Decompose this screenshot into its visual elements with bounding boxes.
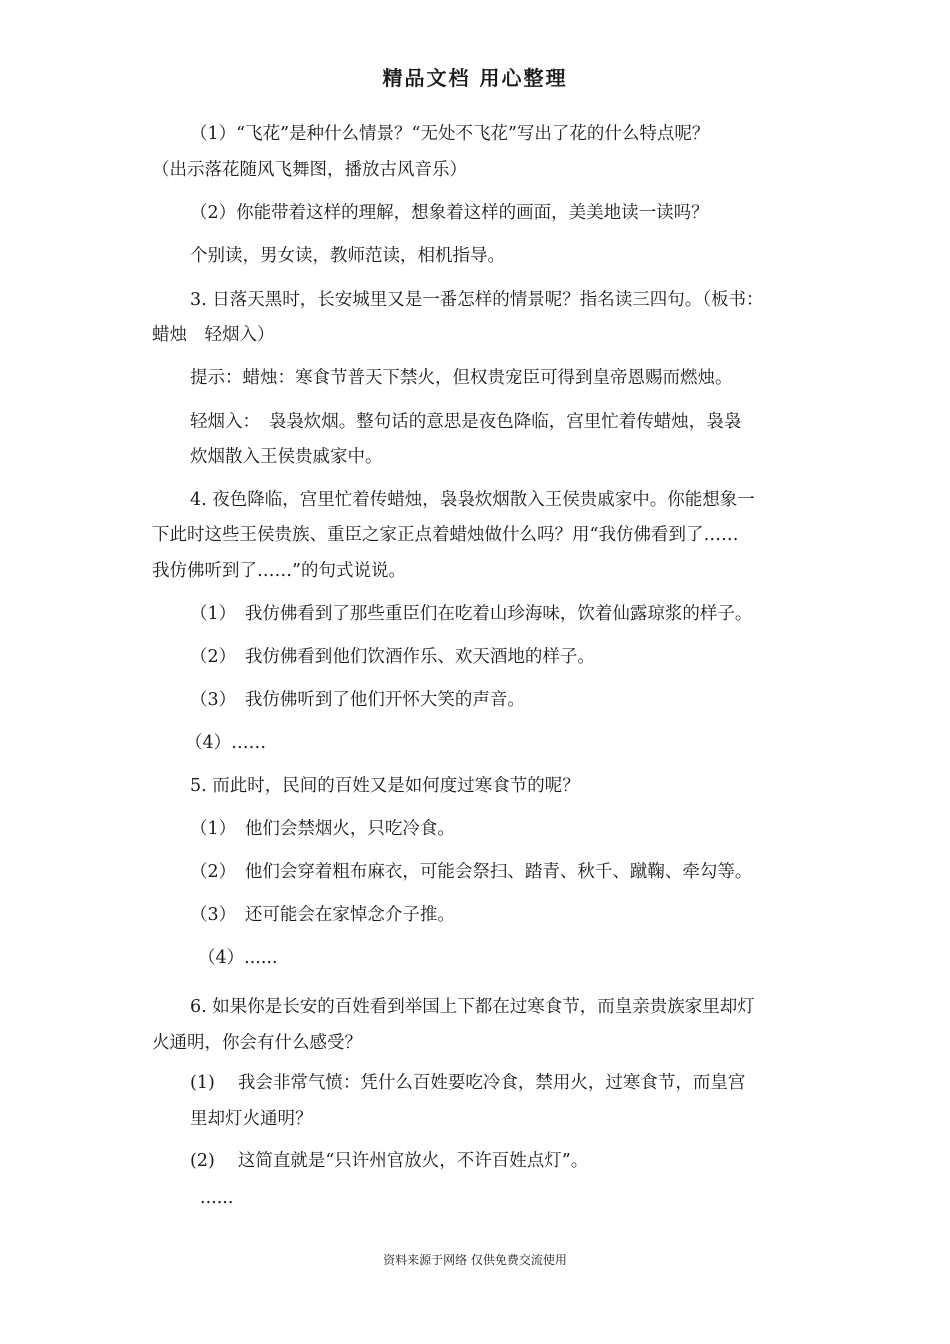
page-footer: 资料来源于网络 仅供免费交流使用 <box>383 1253 567 1267</box>
text-line: （4）...... <box>198 948 278 968</box>
text-line: 火通明，你会有什么感受？ <box>152 1033 362 1053</box>
page-header: 精品文档 用心整理 <box>382 66 568 90</box>
text-line: （1） 我仿佛看到了那些重臣们在吃着山珍海味，饮着仙露琼浆的样子。 <box>190 604 753 624</box>
text-line: 里却灯火通明？ <box>190 1109 313 1129</box>
text-line: 5. 而此时，民间的百姓又是如何度过寒食节的呢？ <box>190 776 580 796</box>
text-line: 4. 夜色降临，宫里忙着传蜡烛，袅袅炊烟散入王侯贵戚家中。你能想象一 <box>190 490 755 510</box>
text-line: （1） 他们会禁烟火，只吃冷食。 <box>190 819 455 839</box>
text-line: 蜡烛 轻烟入） <box>152 325 275 345</box>
text-line: 下此时这些王侯贵族、重臣之家正点着蜡烛做什么吗？用“我仿佛看到了…… <box>152 525 739 545</box>
text-line: 我仿佛听到了……”的句式说说。 <box>152 561 406 581</box>
text-line: 炊烟散入王侯贵戚家中。 <box>190 447 383 467</box>
text-line: （2）你能带着这样的理解，想象着这样的画面，美美地读一读吗？ <box>190 203 709 223</box>
text-line: （3） 还可能会在家悼念介子推。 <box>190 905 455 925</box>
text-line: （出示落花随风飞舞图，播放古风音乐） <box>152 160 467 180</box>
text-line: （2） 我仿佛看到他们饮酒作乐、欢天酒地的样子。 <box>190 647 595 667</box>
text-line: （1）“飞花”是种什么情景？“无处不飞花”写出了花的什么特点呢？ <box>190 124 710 144</box>
text-line: 3. 日落天黑时，长安城里又是一番怎样的情景呢？指名读三四句。（板书： <box>190 290 764 310</box>
text-line: (2) 这简直就是“只许州官放火，不许百姓点灯”。 <box>190 1151 589 1171</box>
text-line: 轻烟入： 袅袅炊烟。整句话的意思是夜色降临，宫里忙着传蜡烛，袅袅 <box>190 412 742 432</box>
text-line: (1) 我会非常气愤：凭什么百姓要吃冷食，禁用火，过寒食节，而皇宫 <box>190 1073 746 1093</box>
text-line: （2） 他们会穿着粗布麻衣，可能会祭扫、踏青、秋千、蹴鞠、牵勾等。 <box>190 862 753 882</box>
text-line: （4）…… <box>185 733 267 753</box>
text-line: 提示：蜡烛：寒食节普天下禁火，但权贵宠臣可得到皇帝恩赐而燃烛。 <box>190 368 733 388</box>
text-line: 6. 如果你是长安的百姓看到举国上下都在过寒食节，而皇亲贵族家里却灯 <box>190 997 755 1017</box>
text-line: 个别读，男女读，教师范读，相机指导。 <box>190 246 505 266</box>
text-line: ...... <box>200 1188 234 1208</box>
text-line: （3） 我仿佛听到了他们开怀大笑的声音。 <box>190 690 525 710</box>
